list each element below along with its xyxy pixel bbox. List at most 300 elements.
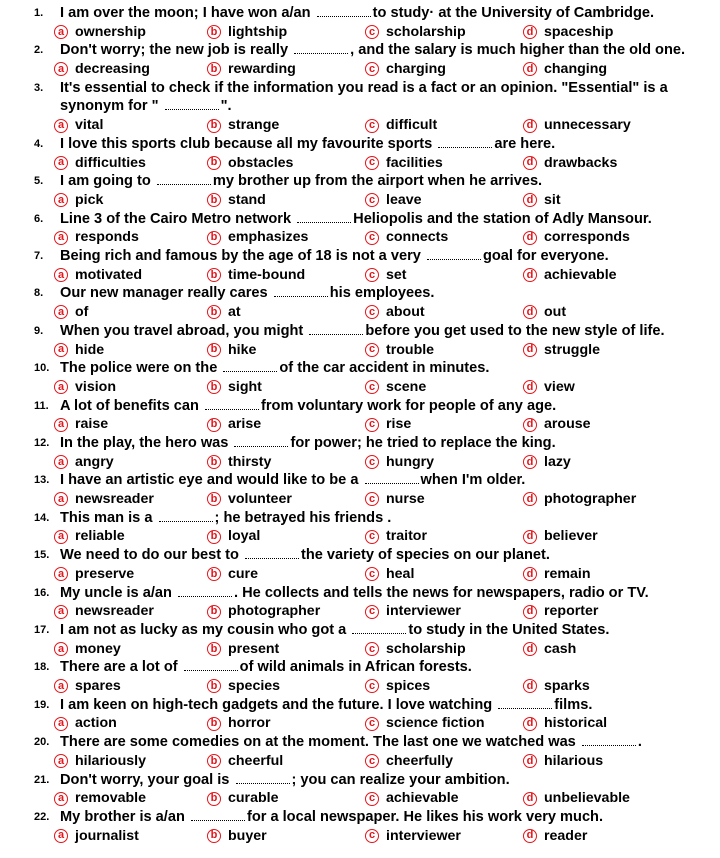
- question-8: [34, 284, 714, 321]
- option-c[interactable]: [365, 640, 523, 659]
- question-text-after: his employees.: [329, 285, 435, 302]
- option-letter-circle-icon: b: [207, 418, 221, 432]
- option-letter-circle-icon: a: [54, 605, 68, 619]
- option-c[interactable]: [365, 378, 523, 397]
- option-d[interactable]: [523, 527, 673, 546]
- option-a[interactable]: [54, 378, 207, 397]
- options-row: [34, 714, 714, 733]
- answer-blank: [317, 5, 371, 17]
- option-b[interactable]: [207, 752, 365, 771]
- question-number: 3.: [34, 81, 44, 94]
- question-text-before: My uncle is a/an: [60, 584, 172, 601]
- option-b[interactable]: [207, 60, 365, 79]
- question-6: [34, 210, 714, 247]
- question-number: 4.: [34, 137, 44, 150]
- answer-blank: [438, 136, 492, 148]
- question-text-after: , and the salary is much higher than the old one.: [350, 42, 686, 59]
- option-label: sight: [228, 378, 262, 395]
- option-c[interactable]: [365, 602, 523, 621]
- options-row: [34, 453, 714, 472]
- option-d[interactable]: [523, 415, 673, 434]
- question-text-after: from voluntary work for people of any age.: [260, 397, 557, 414]
- question-stem: [34, 509, 714, 528]
- question-number: 21.: [34, 773, 50, 786]
- question-stem: [34, 4, 714, 23]
- option-label: corresponds: [544, 229, 630, 246]
- question-text-after: the variety of species on our planet.: [300, 547, 550, 564]
- option-label: emphasizes: [228, 229, 309, 246]
- option-letter-circle-icon: b: [207, 119, 221, 133]
- option-label: unbelievable: [544, 790, 630, 807]
- option-label: photographer: [228, 603, 321, 620]
- option-letter-circle-icon: c: [365, 754, 379, 768]
- question-stem: [34, 172, 714, 191]
- option-letter-circle-icon: c: [365, 62, 379, 76]
- option-label: vital: [75, 117, 104, 134]
- option-label: curable: [228, 790, 279, 807]
- question-text-after: when I'm older.: [420, 472, 526, 489]
- options-row: [34, 266, 714, 285]
- option-c[interactable]: [365, 191, 523, 210]
- option-label: reporter: [544, 603, 599, 620]
- option-d[interactable]: [523, 60, 673, 79]
- option-label: spaceship: [544, 23, 614, 40]
- answer-blank: [245, 547, 299, 559]
- option-label: drawbacks: [544, 154, 618, 171]
- option-label: set: [386, 266, 407, 283]
- option-label: lazy: [544, 453, 571, 470]
- options-row: [34, 60, 714, 79]
- option-b[interactable]: [207, 415, 365, 434]
- option-a[interactable]: [54, 602, 207, 621]
- option-label: buyer: [228, 827, 267, 844]
- option-d[interactable]: [523, 341, 673, 360]
- question-3: [34, 79, 714, 135]
- question-text-before: Line 3 of the Cairo Metro network: [60, 210, 292, 227]
- question-number: 5.: [34, 175, 44, 188]
- question-text-before: I love this sports club because all my favourite sports: [60, 135, 433, 152]
- question-text-after: for power; he tried to replace the king.: [290, 435, 556, 451]
- option-letter-circle-icon: c: [365, 268, 379, 282]
- option-b[interactable]: [207, 116, 365, 135]
- option-letter-circle-icon: a: [54, 268, 68, 282]
- option-letter-circle-icon: a: [54, 231, 68, 245]
- option-d[interactable]: [523, 303, 673, 322]
- question-text-before: Being rich and famous by the age of 18 is not a very: [60, 248, 421, 265]
- options-row: [34, 228, 714, 247]
- option-a[interactable]: [54, 154, 207, 173]
- option-label: at: [228, 304, 241, 321]
- option-c[interactable]: [365, 303, 523, 322]
- answer-blank: [157, 173, 211, 185]
- option-b[interactable]: [207, 154, 365, 173]
- option-label: struggle: [544, 341, 600, 358]
- option-b[interactable]: [207, 827, 365, 846]
- question-number: 20.: [34, 736, 50, 749]
- question-text-before: We need to do our best to: [60, 547, 239, 564]
- question-stem: [34, 434, 714, 453]
- option-a[interactable]: [54, 266, 207, 285]
- option-d[interactable]: [523, 565, 673, 584]
- option-letter-circle-icon: c: [365, 455, 379, 469]
- option-letter-circle-icon: a: [54, 492, 68, 506]
- option-label: about: [386, 304, 425, 321]
- option-letter-circle-icon: c: [365, 418, 379, 432]
- option-letter-circle-icon: d: [523, 231, 537, 245]
- question-text-after: Heliopolis and the station of Adly Mansour.: [353, 210, 652, 227]
- option-label: cheerfully: [386, 752, 454, 769]
- question-22: [34, 808, 714, 845]
- question-number: 16.: [34, 586, 50, 599]
- option-c[interactable]: [365, 752, 523, 771]
- option-d[interactable]: [523, 453, 673, 472]
- answer-blank: [205, 398, 259, 410]
- option-a[interactable]: [54, 116, 207, 135]
- option-label: hilarious: [544, 752, 604, 769]
- question-9: [34, 322, 714, 359]
- option-label: sit: [544, 191, 561, 208]
- question-text-before: I am over the moon; I have won a/an: [60, 5, 311, 21]
- option-b[interactable]: [207, 23, 365, 42]
- option-b[interactable]: [207, 789, 365, 808]
- question-stem: [34, 397, 714, 416]
- question-text-before: My brother is a/an: [60, 808, 185, 825]
- option-b[interactable]: [207, 640, 365, 659]
- option-label: cheerful: [228, 752, 284, 769]
- answer-blank: [427, 248, 481, 260]
- option-label: interviewer: [386, 603, 461, 620]
- option-letter-circle-icon: b: [207, 530, 221, 544]
- option-label: hide: [75, 341, 105, 358]
- option-label: decreasing: [75, 61, 150, 78]
- option-letter-circle-icon: a: [54, 305, 68, 319]
- question-text-after: before you get used to the new style of life.: [365, 322, 665, 339]
- option-letter-circle-icon: b: [207, 25, 221, 39]
- option-letter-circle-icon: c: [365, 829, 379, 843]
- question-stem: [34, 247, 714, 266]
- option-a[interactable]: [54, 191, 207, 210]
- option-letter-circle-icon: a: [54, 343, 68, 357]
- option-letter-circle-icon: d: [523, 455, 537, 469]
- option-letter-circle-icon: b: [207, 343, 221, 357]
- option-a[interactable]: [54, 23, 207, 42]
- question-number: 7.: [34, 250, 44, 263]
- question-text-before: It's essential to check if the information you read is a fact or an opinion. "Essential" is a synonym for ": [60, 79, 668, 115]
- option-letter-circle-icon: b: [207, 642, 221, 656]
- option-a[interactable]: [54, 789, 207, 808]
- answer-blank: [236, 772, 290, 784]
- options-row: [34, 341, 714, 360]
- question-stem: [34, 284, 714, 303]
- option-a[interactable]: [54, 303, 207, 322]
- options-row: [34, 677, 714, 696]
- option-d[interactable]: [523, 490, 673, 509]
- option-label: facilities: [386, 154, 443, 171]
- question-13: [34, 471, 714, 508]
- option-a[interactable]: [54, 453, 207, 472]
- option-c[interactable]: [365, 266, 523, 285]
- option-a[interactable]: [54, 752, 207, 771]
- option-b[interactable]: [207, 303, 365, 322]
- option-label: traitor: [386, 528, 427, 545]
- option-letter-circle-icon: d: [523, 25, 537, 39]
- question-text-before: I am going to: [60, 173, 151, 190]
- option-letter-circle-icon: a: [54, 530, 68, 544]
- question-stem: [34, 210, 714, 229]
- option-label: loyal: [228, 528, 261, 545]
- question-number: 17.: [34, 623, 50, 636]
- option-letter-circle-icon: d: [523, 343, 537, 357]
- question-stem: [34, 79, 714, 116]
- question-text-before: There are some comedies on at the moment. The last one we watched was: [60, 734, 576, 751]
- question-text-after: . He collects and tells the news for newspapers, radio or TV.: [234, 584, 649, 601]
- option-label: cash: [544, 640, 577, 657]
- option-letter-circle-icon: c: [365, 605, 379, 619]
- option-letter-circle-icon: d: [523, 156, 537, 170]
- option-letter-circle-icon: b: [207, 754, 221, 768]
- option-letter-circle-icon: c: [365, 679, 379, 693]
- question-number: 22.: [34, 810, 50, 823]
- option-letter-circle-icon: d: [523, 62, 537, 76]
- option-letter-circle-icon: a: [54, 119, 68, 133]
- option-label: reader: [544, 827, 588, 844]
- option-letter-circle-icon: a: [54, 792, 68, 806]
- option-b[interactable]: [207, 378, 365, 397]
- option-d[interactable]: [523, 191, 673, 210]
- option-label: action: [75, 715, 117, 732]
- option-letter-circle-icon: d: [523, 530, 537, 544]
- option-letter-circle-icon: a: [54, 380, 68, 394]
- option-label: present: [228, 640, 280, 657]
- option-d[interactable]: [523, 640, 673, 659]
- option-label: stand: [228, 191, 266, 208]
- option-a[interactable]: [54, 714, 207, 733]
- answer-blank: [165, 98, 219, 110]
- question-stem: [34, 359, 714, 378]
- option-label: connects: [386, 229, 449, 246]
- question-text-before: There are a lot of: [60, 659, 178, 676]
- question-text-after: to study in the United States.: [408, 621, 610, 638]
- option-a[interactable]: [54, 490, 207, 509]
- option-c[interactable]: [365, 490, 523, 509]
- option-label: spices: [386, 678, 431, 695]
- option-c[interactable]: [365, 714, 523, 733]
- option-a[interactable]: [54, 527, 207, 546]
- option-b[interactable]: [207, 191, 365, 210]
- option-label: thirsty: [228, 453, 272, 470]
- option-d[interactable]: [523, 228, 673, 247]
- question-17: [34, 621, 714, 658]
- option-label: volunteer: [228, 491, 292, 508]
- question-text-after: are here.: [494, 135, 556, 152]
- option-c[interactable]: [365, 116, 523, 135]
- option-letter-circle-icon: d: [523, 717, 537, 731]
- option-label: nurse: [386, 491, 425, 508]
- option-letter-circle-icon: b: [207, 605, 221, 619]
- option-letter-circle-icon: c: [365, 792, 379, 806]
- option-label: reliable: [75, 528, 125, 545]
- option-d[interactable]: [523, 677, 673, 696]
- option-c[interactable]: [365, 677, 523, 696]
- option-a[interactable]: [54, 228, 207, 247]
- question-text-after: films.: [554, 696, 593, 713]
- question-text-before: Our new manager really cares: [60, 285, 268, 302]
- option-letter-circle-icon: b: [207, 305, 221, 319]
- option-label: difficulties: [75, 154, 146, 171]
- option-label: arise: [228, 416, 262, 433]
- answer-blank: [309, 323, 363, 335]
- question-number: 11.: [34, 399, 49, 412]
- option-label: ownership: [75, 23, 146, 40]
- question-number: 1.: [34, 7, 44, 19]
- option-label: hungry: [386, 453, 435, 470]
- option-d[interactable]: [523, 378, 673, 397]
- option-label: preserve: [75, 565, 135, 582]
- option-c[interactable]: [365, 565, 523, 584]
- option-b[interactable]: [207, 714, 365, 733]
- question-number: 8.: [34, 287, 44, 300]
- question-20: [34, 733, 714, 770]
- option-b[interactable]: [207, 527, 365, 546]
- answer-blank: [223, 360, 277, 372]
- option-letter-circle-icon: d: [523, 380, 537, 394]
- question-stem: [34, 135, 714, 154]
- option-letter-circle-icon: d: [523, 642, 537, 656]
- option-letter-circle-icon: a: [54, 62, 68, 76]
- option-b[interactable]: [207, 602, 365, 621]
- option-label: species: [228, 678, 281, 695]
- option-c[interactable]: [365, 341, 523, 360]
- option-c[interactable]: [365, 154, 523, 173]
- option-letter-circle-icon: d: [523, 679, 537, 693]
- option-label: photographer: [544, 491, 637, 508]
- option-d[interactable]: [523, 116, 673, 135]
- option-label: believer: [544, 528, 598, 545]
- question-text-before: When you travel abroad, you might: [60, 322, 304, 339]
- option-letter-circle-icon: a: [54, 642, 68, 656]
- question-text-before: I have an artistic eye and would like to be a: [60, 472, 359, 489]
- question-stem: [34, 771, 714, 790]
- option-letter-circle-icon: d: [523, 193, 537, 207]
- question-15: [34, 546, 714, 583]
- option-letter-circle-icon: c: [365, 642, 379, 656]
- options-row: [34, 490, 714, 509]
- options-row: [34, 378, 714, 397]
- option-letter-circle-icon: b: [207, 455, 221, 469]
- option-label: remain: [544, 565, 591, 582]
- option-b[interactable]: [207, 266, 365, 285]
- option-letter-circle-icon: b: [207, 156, 221, 170]
- option-a[interactable]: [54, 640, 207, 659]
- option-label: charging: [386, 61, 446, 78]
- options-row: [34, 303, 714, 322]
- option-letter-circle-icon: d: [523, 492, 537, 506]
- option-b[interactable]: [207, 565, 365, 584]
- option-letter-circle-icon: d: [523, 792, 537, 806]
- option-b[interactable]: [207, 228, 365, 247]
- option-label: hike: [228, 341, 257, 358]
- question-text-before: I am not as lucky as my cousin who got a: [60, 621, 347, 638]
- option-a[interactable]: [54, 565, 207, 584]
- option-letter-circle-icon: c: [365, 567, 379, 581]
- option-d[interactable]: [523, 266, 673, 285]
- option-label: newsreader: [75, 603, 154, 620]
- option-c[interactable]: [365, 60, 523, 79]
- option-label: strange: [228, 117, 280, 134]
- option-letter-circle-icon: c: [365, 530, 379, 544]
- option-label: spares: [75, 678, 121, 695]
- option-d[interactable]: [523, 154, 673, 173]
- option-b[interactable]: [207, 490, 365, 509]
- question-stem: [34, 584, 714, 603]
- question-stem: [34, 546, 714, 565]
- option-d[interactable]: [523, 714, 673, 733]
- option-a[interactable]: [54, 827, 207, 846]
- option-letter-circle-icon: a: [54, 418, 68, 432]
- question-12: [34, 434, 714, 471]
- question-21: [34, 771, 714, 808]
- question-text-after: for a local newspaper. He likes his work very much.: [246, 808, 604, 825]
- option-b[interactable]: [207, 341, 365, 360]
- option-c[interactable]: [365, 453, 523, 472]
- question-number: 6.: [34, 212, 44, 225]
- options-row: [34, 23, 714, 42]
- option-letter-circle-icon: b: [207, 679, 221, 693]
- option-letter-circle-icon: d: [523, 605, 537, 619]
- option-letter-circle-icon: b: [207, 231, 221, 245]
- answer-blank: [274, 285, 328, 297]
- option-a[interactable]: [54, 415, 207, 434]
- option-c[interactable]: [365, 415, 523, 434]
- option-letter-circle-icon: b: [207, 380, 221, 394]
- option-c[interactable]: [365, 827, 523, 846]
- question-number: 19.: [34, 698, 50, 711]
- option-b[interactable]: [207, 677, 365, 696]
- option-c[interactable]: [365, 23, 523, 42]
- answer-blank: [178, 585, 232, 597]
- option-label: out: [544, 304, 567, 321]
- question-number: 13.: [34, 474, 50, 487]
- question-7: [34, 247, 714, 284]
- answer-blank: [365, 472, 419, 484]
- option-a[interactable]: [54, 677, 207, 696]
- option-c[interactable]: [365, 527, 523, 546]
- option-letter-circle-icon: c: [365, 193, 379, 207]
- question-stem: [34, 696, 714, 715]
- option-a[interactable]: [54, 341, 207, 360]
- option-letter-circle-icon: c: [365, 305, 379, 319]
- option-a[interactable]: [54, 60, 207, 79]
- option-d[interactable]: [523, 602, 673, 621]
- option-letter-circle-icon: d: [523, 268, 537, 282]
- option-letter-circle-icon: a: [54, 754, 68, 768]
- question-19: [34, 696, 714, 733]
- question-text-after: to study· at the University of Cambridge.: [372, 5, 655, 21]
- option-d[interactable]: [523, 752, 673, 771]
- option-c[interactable]: [365, 228, 523, 247]
- option-label: removable: [75, 790, 146, 807]
- option-b[interactable]: [207, 453, 365, 472]
- option-d[interactable]: [523, 827, 673, 846]
- option-letter-circle-icon: c: [365, 492, 379, 506]
- option-d[interactable]: [523, 23, 673, 42]
- option-d[interactable]: [523, 789, 673, 808]
- options-row: [34, 789, 714, 808]
- option-c[interactable]: [365, 789, 523, 808]
- option-letter-circle-icon: c: [365, 343, 379, 357]
- option-letter-circle-icon: b: [207, 268, 221, 282]
- question-text-after: of the car accident in minutes.: [279, 360, 490, 377]
